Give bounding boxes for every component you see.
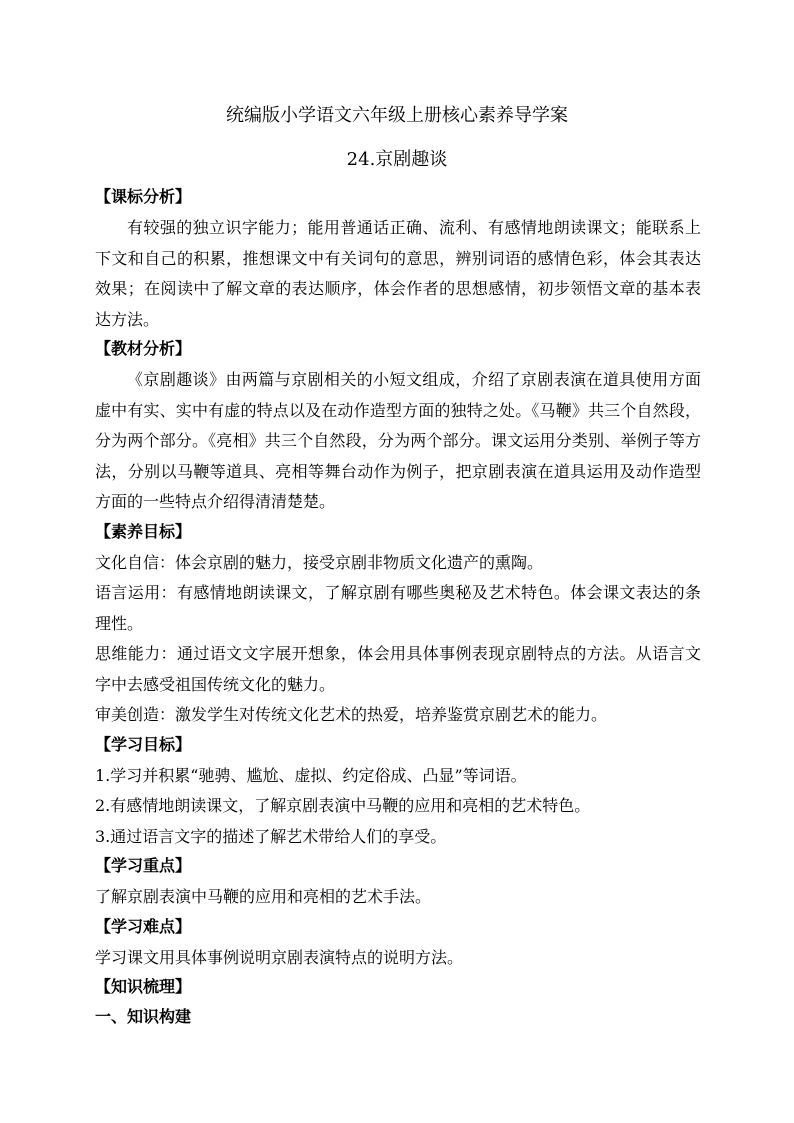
goal-item: 1.学习并积累“驰骋、尴尬、虚拟、约定俗成、凸显”等词语。 bbox=[95, 765, 527, 785]
focus-text: 了解京剧表演中马鞭的应用和亮相的艺术手法。 bbox=[95, 887, 432, 906]
goal-item: 2.有感情地朗读课文，了解京剧表演中马鞭的应用和亮相的艺术特色。 bbox=[95, 796, 591, 815]
knowledge-sub-heading: 一、知识构建 bbox=[95, 1007, 192, 1026]
knowledge-heading: 【知识梳理】 bbox=[95, 977, 192, 996]
document-title: 统编版小学语文六年级上册核心素养导学案 bbox=[226, 105, 568, 126]
document-body bbox=[95, 183, 701, 1033]
literacy-heading: 【素养目标】 bbox=[95, 521, 192, 541]
goals-heading: 【学习目标】 bbox=[95, 734, 192, 754]
literacy-item: 审美创造：激发学生对传统文化艺术的热爱，培养鉴赏京剧艺术的能力。 bbox=[95, 705, 608, 724]
focus-heading: 【学习重点】 bbox=[95, 856, 192, 875]
goal-item: 3.通过语言文字的描述了解艺术带给人们的享受。 bbox=[95, 826, 447, 846]
literacy-item: 思维能力：通过语文文字展开想象，体会用具体事例表现京剧特点的方法。从语言文字中去感受祖国传统文化的魅力。 bbox=[95, 644, 701, 694]
literacy-item: 文化自信：体会京剧的魅力，接受京剧非物质文化遗产的熏陶。 bbox=[95, 552, 544, 572]
difficulty-text: 学习课文用具体事例说明京剧表演特点的说明方法。 bbox=[95, 947, 464, 967]
textbook-text: 《京剧趣谈》由两篇与京剧相关的小短文组成，介绍了京剧表演在道具使用方面虚中有实、实中有虚的特点以及在动作造型方面的独特之处。《马鞭》共三个自然段，分为两个部分。《亮相》共三个自然段，分为两个部分。课文运用分类别、举例子等方法，分别以马鞭等道具、亮相等舞台动作为例子，把京剧表演在道具运用及动作造型方面的一些特点介绍得清清楚楚。 bbox=[95, 370, 701, 511]
literacy-item: 语言运用：有感情地朗读课文，了解京剧有哪些奥秘及艺术特色。体会课文表达的条理性。 bbox=[95, 583, 701, 633]
curriculum-heading: 【课标分析】 bbox=[95, 187, 192, 206]
lesson-title: 24.京剧趣谈 bbox=[346, 149, 448, 170]
curriculum-text: 有较强的独立识字能力；能用普通话正确、流利、有感情地朗读课文；能联系上下文和自己的积累，推想课文中有关词句的意思，辨别词语的感情色彩，体会其表达效果；在阅读中了解文章的表达顺序，体会作者的思想感情，初步领悟文章的基本表达方法。 bbox=[95, 218, 701, 329]
difficulty-heading: 【学习难点】 bbox=[95, 916, 192, 936]
textbook-heading: 【教材分析】 bbox=[95, 339, 192, 358]
